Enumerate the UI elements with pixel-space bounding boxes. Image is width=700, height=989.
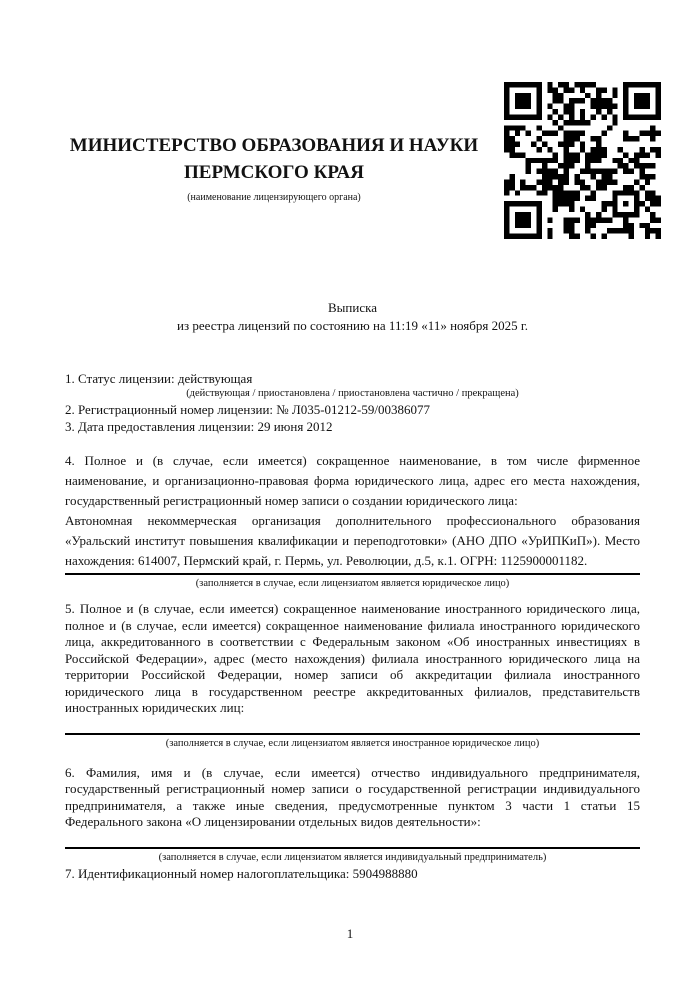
- foreign-entity-value: [65, 717, 640, 731]
- qr-code-icon: [504, 82, 661, 239]
- ministry-name-line2: ПЕРМСКОГО КРАЯ: [184, 162, 364, 183]
- fill-in-rule: [65, 847, 640, 849]
- license-status-options-caption: (действующая / приостановлена / приостановлена частично / прекращена): [186, 388, 519, 399]
- legal-entity-value: Автономная некоммерческая организация дополнительного профессионального образования «Уральский институт повышения квалификации и переподготовки» (АНО ДПО «УрИПКиП»). Место нахождения: 614007, Пермский край, г. Пермь, ул. Революции, д.5, к.1. ОГРН: 1125900001182.: [65, 513, 640, 568]
- document-title: Выписка: [328, 300, 377, 315]
- license-registration-number: 2. Регистрационный номер лицензии: № Л035-01212-59/00386077: [65, 402, 431, 417]
- section-legal-entity: [65, 451, 640, 591]
- license-status: 1. Статус лицензии: действующая: [65, 371, 253, 386]
- entrepreneur-caption: (заполняется в случае, если лицензиатом является индивидуальный предприниматель): [158, 851, 547, 863]
- ministry-name-caption: (наименование лицензирующего органа): [187, 192, 361, 203]
- page-number: 1: [346, 926, 354, 941]
- fill-in-rule: [65, 573, 640, 575]
- section-individual-entrepreneur: [65, 765, 640, 865]
- document-subtitle: из реестра лицензий по состоянию на 11:19 «11» ноября 2025 г.: [177, 318, 528, 333]
- legal-entity-label: 4. Полное и (в случае, если имеется) сокращенное наименование, в том числе фирменное наименование, и организационно-правовая форма юридического лица, адрес его места нахождения, государственный регистрационный номер записи о создании юридического лица:: [65, 453, 640, 508]
- foreign-entity-caption: (заполняется в случае, если лицензиатом является иностранное юридическое лицо): [165, 737, 540, 749]
- foreign-entity-label: 5. Полное и (в случае, если имеется) сокращенное наименование иностранного юридического лица, полное и (в случае, если имеется) сокращенное наименование филиала иностранного юридического лица, аккредитованного в соответствии с Федеральным законом «Об иностранных инвестициях в Российской Федерации», адрес (место нахождения) филиала иностранного юридического лица на территории Российской Федерации, номер записи об аккредитации филиала иностранного юридического лица в государственном реестре аккредитованных филиалов, представительств иностранных юридических лиц:: [65, 601, 640, 715]
- entrepreneur-value: [65, 831, 640, 845]
- entrepreneur-label: 6. Фамилия, имя и (в случае, если имеется) отчество индивидуального предпринимателя, государственный регистрационный номер записи о государственной регистрации индивидуального предпринимателя, а также иные сведения, предусмотренные пунктом 3 части 1 статьи 15 Федерального закона «О лицензировании отдельных видов деятельности»:: [65, 764, 640, 829]
- taxpayer-id: 7. Идентификационный номер налогоплательщика: 5904988880: [65, 865, 418, 881]
- document-title-block: [65, 299, 640, 335]
- licensing-authority-block: [62, 132, 486, 204]
- document-body: [65, 370, 640, 882]
- legal-entity-caption: (заполняется в случае, если лицензиатом является юридическое лицо): [195, 578, 510, 589]
- section-foreign-entity: [65, 601, 640, 751]
- license-grant-date: 3. Дата предоставления лицензии: 29 июня 2012: [65, 419, 333, 434]
- fill-in-rule: [65, 733, 640, 735]
- ministry-name-line1: МИНИСТЕРСТВО ОБРАЗОВАНИЯ И НАУКИ: [69, 135, 479, 156]
